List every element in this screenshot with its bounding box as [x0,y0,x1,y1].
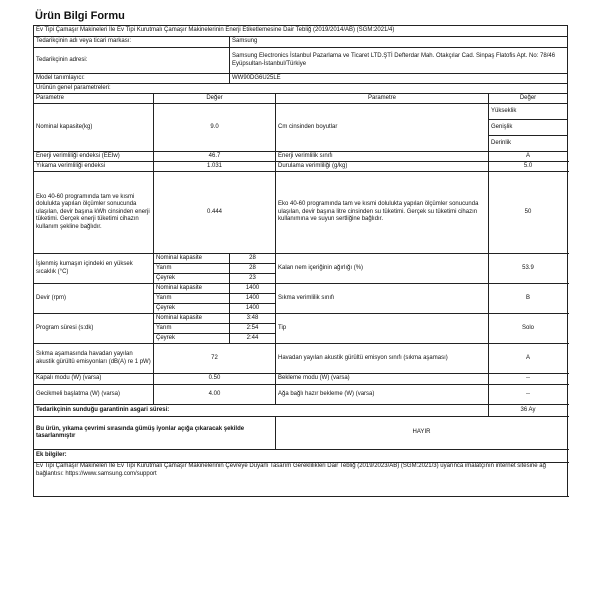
noise-label: Sıkma aşamasında havadan yayılan akustik gürültü emisyonları (dB(A) re 1 pW) [34,344,154,374]
type-value: Solo [489,314,568,344]
duration-sub-label: Çeyrek [154,334,230,344]
product-info-table [33,25,568,497]
temp-sub-label: Yarım [154,264,230,274]
delay-start-label: Gecikmeli başlatma (W) (varsa) [34,385,154,405]
network-standby-value: -- [489,385,568,405]
spin-sub-label: Çeyrek [154,304,230,314]
table-row [34,84,568,94]
temp-sub-label: Nominal kapasite [154,254,230,264]
eei-value: 46.7 [154,152,276,162]
general-params-heading: Ürünün genel parametreleri: [34,84,568,94]
spin-class-value: B [489,284,568,314]
off-mode-value: 0.50 [154,374,276,385]
value-header: Değer [489,94,568,104]
spin-class-label: Sıkma verimlilik sınıfı [276,284,489,314]
water-cycle-label: Eko 40-60 programında tam ve kısmi dolulukta yapılan ölçümler sonucunda ulaşılan, devir başına litre cinsinden su tüketimi. Gerçek su tüketimi cihazın kullanımına ve suyun sertliğine bağlıdır. [276,172,489,254]
washing-index-label: Yıkama verimliliği endeksi [34,162,154,172]
spin-sub-value: 1400 [230,284,276,294]
table-row [34,374,568,385]
noise-value: 72 [154,344,276,374]
height-label: Yükseklik [489,104,568,120]
table-row [34,37,568,48]
depth-label: Derinlik [489,136,568,152]
table-row [34,344,568,374]
noise-class-value: A [489,344,568,374]
dimensions-label: Cm cinsinden boyutlar [276,104,489,152]
temp-sub-value: 28 [230,264,276,274]
table-row [34,94,568,104]
table-row [34,314,568,324]
table-row [34,48,568,74]
guarantee-label: Tedarikçinin sunduğu garantinin asgari süresi: [34,405,489,417]
regulation-subtitle: Ev Tipi Çamaşır Makineleri İle Ev Tipi Kurutmalı Çamaşır Makinelerinin Enerji Etiketlemesine Dair Tebliğ (2019/2014/AB) (SGM:2021/4) [34,26,568,37]
param-header: Parametre [276,94,489,104]
width-label: Genişlik [489,120,568,136]
supplier-label: Tedarikçinin adı veya ticari markası: [34,37,230,48]
network-standby-label: Ağa bağlı hazır bekleme (W) (varsa) [276,385,489,405]
table-row [34,284,568,294]
silver-ions-value: HAYIR [276,417,568,450]
table-row [34,26,568,37]
standby-value: -- [489,374,568,385]
table-row [34,254,568,264]
table-row [34,463,568,497]
extra-info-label: Ek bilgiler: [34,450,568,463]
duration-sub-label: Yarım [154,324,230,334]
guarantee-value: 36 Ay [489,405,568,417]
temperature-label: İşlenmiş kumaşın içindeki en yüksek sıcaklık (°C) [34,254,154,284]
value-header: Değer [154,94,276,104]
silver-ions-label: Bu ürün, yıkama çevrimi sırasında gümüş iyonlar açığa çıkaracak şekilde tasarlanmıştır [34,417,276,450]
washing-index-value: 1.031 [154,162,276,172]
table-row [34,417,568,450]
rinsing-label: Durulama verimliliği (g/kg) [276,162,489,172]
param-header: Parametre [34,94,154,104]
spin-label: Devir (rpm) [34,284,154,314]
duration-sub-value: 2:44 [230,334,276,344]
extra-info-text: Ev Tipi Çamaşır Makineleri İle Ev Tipi Kurutmalı Çamaşır Makinelerinin Çevreye Duyarlı Tasarım Gereklilikleri Dair Tebliğ (2019/2023/AB) (SGM:2021/3) uyarınca imalatçının internet sitesine ağ bağlantısı: https://www.samsung.com/support [34,463,568,497]
table-row [34,405,568,417]
table-row [34,162,568,172]
spin-sub-value: 1400 [230,304,276,314]
table-row [34,450,568,463]
capacity-label: Nominal kapasite(kg) [34,104,154,152]
eei-label: Enerji verimliliği endeksi (EEIw) [34,152,154,162]
energy-class-value: A [489,152,568,162]
capacity-value: 9.0 [154,104,276,152]
table-row [34,74,568,84]
duration-label: Program süresi (s:dk) [34,314,154,344]
temp-sub-label: Çeyrek [154,274,230,284]
moisture-value: 53.9 [489,254,568,284]
table-row [34,385,568,405]
delay-start-value: 4.00 [154,385,276,405]
spin-sub-label: Nominal kapasite [154,284,230,294]
energy-cycle-label: Eko 40-60 programında tam ve kısmi dolulukta yapılan ölçümler sonucunda ulaşılan, devir başına kWh cinsinden enerji tüketimi. Gerçek enerji tüketimi cihazın kullanım şekline bağlıdır. [34,172,154,254]
supplier-value: Samsung [230,37,568,48]
moisture-label: Kalan nem içeriğinin ağırlığı (%) [276,254,489,284]
page-title: Ürün Bilgi Formu [35,10,125,22]
type-label: Tip [276,314,489,344]
address-label: Tedarikçinin adresi: [34,48,230,74]
duration-sub-label: Nominal kapasite [154,314,230,324]
table-row [34,152,568,162]
standby-label: Bekleme modu (W) (varsa) [276,374,489,385]
energy-cycle-value: 0.444 [154,172,276,254]
spin-sub-label: Yarım [154,294,230,304]
off-mode-label: Kapalı modu (W) (varsa) [34,374,154,385]
model-label: Model tanımlayıcı: [34,74,230,84]
duration-sub-value: 2:54 [230,324,276,334]
energy-class-label: Enerji verimlilik sınıfı [276,152,489,162]
temp-sub-value: 23 [230,274,276,284]
temp-sub-value: 28 [230,254,276,264]
rinsing-value: 5.0 [489,162,568,172]
address-value: Samsung Electronics İstanbul Pazarlama ve Ticaret LTD.ŞTİ Defterdar Mah. Otakçılar Cad. Sinpaş Flatofis Apt. No: 78/46 Eyüpsultan-İstanbul/Türkiye [230,48,568,74]
product-info-form [33,10,567,497]
table-row [34,104,568,120]
water-cycle-value: 50 [489,172,568,254]
duration-sub-value: 3:48 [230,314,276,324]
model-value: WW90DG6U25LE [230,74,568,84]
noise-class-label: Havadan yayılan akustik gürültü emisyon sınıfı (sıkma aşaması) [276,344,489,374]
table-row [34,172,568,254]
spin-sub-value: 1400 [230,294,276,304]
